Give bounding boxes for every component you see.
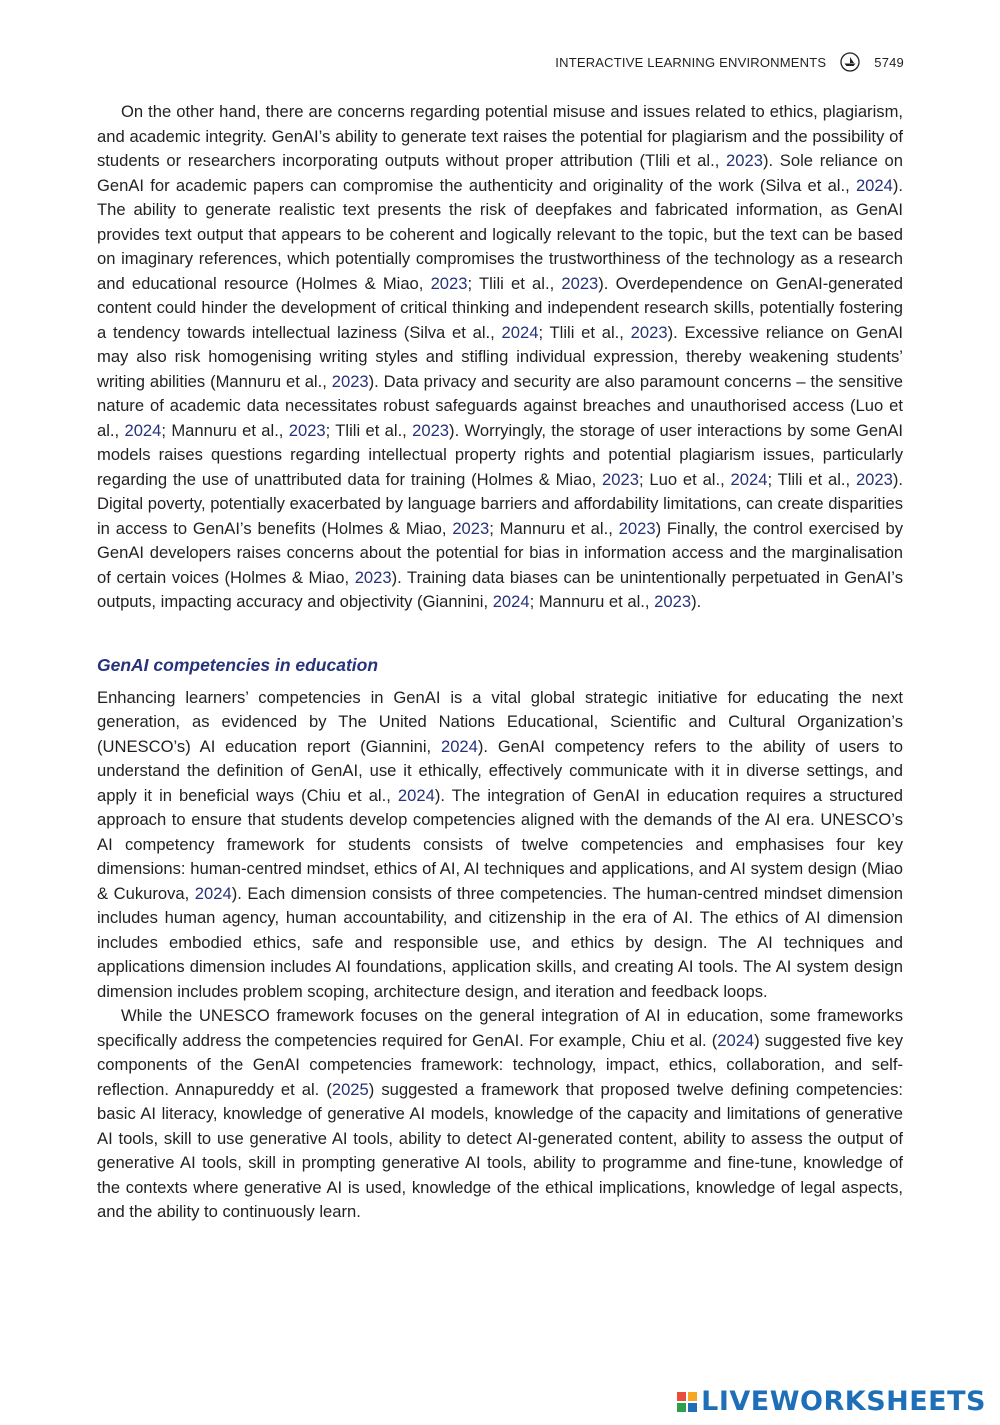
logo-square-2 bbox=[688, 1392, 697, 1401]
citation-year-link[interactable]: 2023 bbox=[452, 518, 490, 538]
text-segment: ) suggested five key components of the GenAI competencies framework: technology, impact, ethics, collaboration, and self-reflection. Annapureddy et al. ( bbox=[97, 1030, 903, 1099]
text-segment: ) suggested a framework that proposed twelve defining competencies: basic AI literacy, knowledge of generative AI models, knowledge of the capacity and limitations of generative AI tools, skill to use generative AI tools, ability to detect AI-generated content, ability to assess the output of generative AI tools, skill in prompting generative AI tools, ability to programme and fine-tune, knowledge of the contexts where generative AI is used, knowledge of the ethical implications, knowledge of legal aspects, and the ability to continuously learn. bbox=[97, 1079, 903, 1221]
citation-year-link[interactable]: 2023 bbox=[630, 322, 668, 342]
citation-year-link[interactable]: 2024 bbox=[492, 592, 530, 611]
citation-year-link[interactable]: 2023 bbox=[726, 151, 763, 170]
citation-year-link[interactable]: 2025 bbox=[331, 1079, 369, 1099]
citation-year-link[interactable]: 2024 bbox=[397, 785, 435, 805]
paragraph-frameworks bbox=[97, 1004, 903, 1225]
citation-year-link[interactable]: 2023 bbox=[654, 592, 692, 611]
watermark-text: LIVEWORKSHEETS bbox=[701, 1386, 986, 1417]
text-segment: ; Luo et al., bbox=[638, 469, 731, 489]
liveworksheets-watermark bbox=[677, 1386, 986, 1417]
logo-square-4 bbox=[688, 1403, 697, 1412]
text-segment: ; Mannuru et al., bbox=[489, 518, 619, 538]
citation-year-link[interactable]: 2024 bbox=[717, 1030, 755, 1050]
open-access-boat-icon bbox=[840, 52, 860, 72]
text-segment: ; Mannuru et al., bbox=[529, 592, 655, 611]
text-segment: ) Finally, the control exercised by GenAI developers raises concerns about the potential for bias in information access and the marginalisation of certain voices (Holmes & Miao, bbox=[97, 518, 903, 587]
citation-year-link[interactable]: 2024 bbox=[124, 420, 162, 440]
text-segment: ). Sole reliance on GenAI for academic papers can compromise the authenticity and originality of the work (Silva et al., bbox=[97, 151, 903, 195]
journal-title: INTERACTIVE LEARNING ENVIRONMENTS bbox=[555, 54, 827, 70]
text-segment: ). The integration of GenAI in education requires a structured approach to ensure that students develop competencies aligned with the demands of the AI era. UNESCO’s AI competency framework for students consists of twelve competencies and emphasises four key dimensions: human-centred mindset, ethics of AI, AI techniques and applications, and AI system design (Miao & Cukurova, bbox=[97, 785, 904, 903]
text-segment: ; Tlili et al., bbox=[467, 273, 562, 293]
text-segment: While the UNESCO framework focuses on the general integration of AI in education, some frameworks specifically address the competencies required for GenAI. For example, Chiu et al. ( bbox=[97, 1006, 903, 1050]
liveworksheets-logo-icon bbox=[677, 1392, 697, 1412]
text-segment: Enhancing learners’ competencies in GenAI is a vital global strategic initiative for educating the next generation, as evidenced by The United Nations Educational, Scientific and Cultural Organization’s (UNESCO’s) AI education report (Giannini, bbox=[97, 687, 903, 756]
text-segment: ). GenAI competency refers to the ability of users to understand the definition of GenAI, use it ethically, effectively communicate with it in diverse settings, and apply it in beneficial ways (Chiu et al., bbox=[97, 736, 903, 805]
text-segment: ). The ability to generate realistic text presents the risk of deepfakes and fabricated information, as GenAI provides text output that appears to be coherent and logically relevant to the topic, but the text can be based on imaginary references, which potentially compromises the trustworthiness of the technology as a research and educational resource (Holmes & Miao, bbox=[97, 175, 903, 293]
text-segment: ; Tlili et al., bbox=[538, 322, 631, 342]
citation-year-link[interactable]: 2023 bbox=[288, 420, 326, 440]
page-number: 5749 bbox=[874, 54, 904, 70]
citation-year-link[interactable]: 2023 bbox=[602, 469, 639, 489]
citation-year-link[interactable]: 2023 bbox=[412, 420, 450, 440]
paragraph-competencies bbox=[97, 686, 903, 1005]
citation-year-link[interactable]: 2023 bbox=[561, 273, 599, 293]
citation-year-link[interactable]: 2024 bbox=[440, 736, 478, 756]
text-segment: ; Mannuru et al., bbox=[161, 420, 289, 440]
logo-square-3 bbox=[677, 1403, 686, 1412]
text-segment: ). Data privacy and security are also paramount concerns – the sensitive nature of academic data necessitates robust safeguards against breaches and unauthorised access (Luo et al., bbox=[97, 371, 903, 440]
text-segment: ). Each dimension consists of three competencies. The human-centred mindset dimension includes human agency, human accountability, and citizenship in the era of AI. The ethics of AI dimension includes embodied ethics, safe and responsible use, and ethics by design. The AI techniques and applications dimension includes AI foundations, application skills, and creating AI tools. The AI system design dimension includes problem scoping, architecture design, and iteration and feedback loops. bbox=[97, 883, 904, 1001]
citation-year-link[interactable]: 2023 bbox=[331, 371, 369, 391]
text-segment: ). bbox=[691, 592, 702, 611]
article-body bbox=[97, 100, 903, 1225]
citation-year-link[interactable]: 2024 bbox=[501, 322, 539, 342]
paragraph-ethics-concerns bbox=[97, 100, 903, 615]
text-segment: ; Tlili et al., bbox=[325, 420, 413, 440]
text-segment: ). Worryingly, the storage of user interactions by some GenAI models raises questions regarding intellectual property rights and potential plagiarism issues, particularly regarding the use of unattributed data for training (Holmes & Miao, bbox=[97, 420, 904, 489]
text-segment: ). Training data biases can be unintentionally perpetuated in GenAI’s outputs, impacting accuracy and objectivity (Giannini, bbox=[97, 567, 903, 611]
citation-year-link[interactable]: 2023 bbox=[430, 273, 468, 293]
citation-year-link[interactable]: 2023 bbox=[354, 567, 392, 587]
citation-year-link[interactable]: 2024 bbox=[194, 883, 232, 903]
section-heading: GenAI competencies in education bbox=[97, 654, 379, 675]
citation-year-link[interactable]: 2024 bbox=[730, 469, 768, 489]
text-segment: ; Tlili et al., bbox=[767, 469, 856, 489]
text-segment: On the other hand, there are concerns regarding potential misuse and issues related to ethics, plagiarism, and academic integrity. GenAI’s ability to generate text raises the potential for plagiarism and the possibility of students or researchers incorporating outputs without proper attribution (Tlili et al., bbox=[97, 102, 903, 170]
text-segment: ). Digital poverty, potentially exacerbated by language barriers and affordability limitations, can create disparities in access to GenAI’s benefits (Holmes & Miao, bbox=[97, 469, 904, 538]
citation-year-link[interactable]: 2023 bbox=[855, 469, 893, 489]
running-header bbox=[555, 52, 904, 72]
logo-square-1 bbox=[677, 1392, 686, 1401]
citation-year-link[interactable]: 2023 bbox=[618, 518, 656, 538]
text-segment: ). Overdependence on GenAI-generated content could hinder the development of critical thinking and independent research skills, potentially fostering a tendency towards intellectual laziness (Silva et al., bbox=[97, 273, 904, 342]
citation-year-link[interactable]: 2024 bbox=[855, 175, 893, 195]
text-segment: ). Excessive reliance on GenAI may also risk homogenising writing styles and stifling individual expression, thereby weakening students’ writing abilities (Mannuru et al., bbox=[97, 322, 904, 391]
